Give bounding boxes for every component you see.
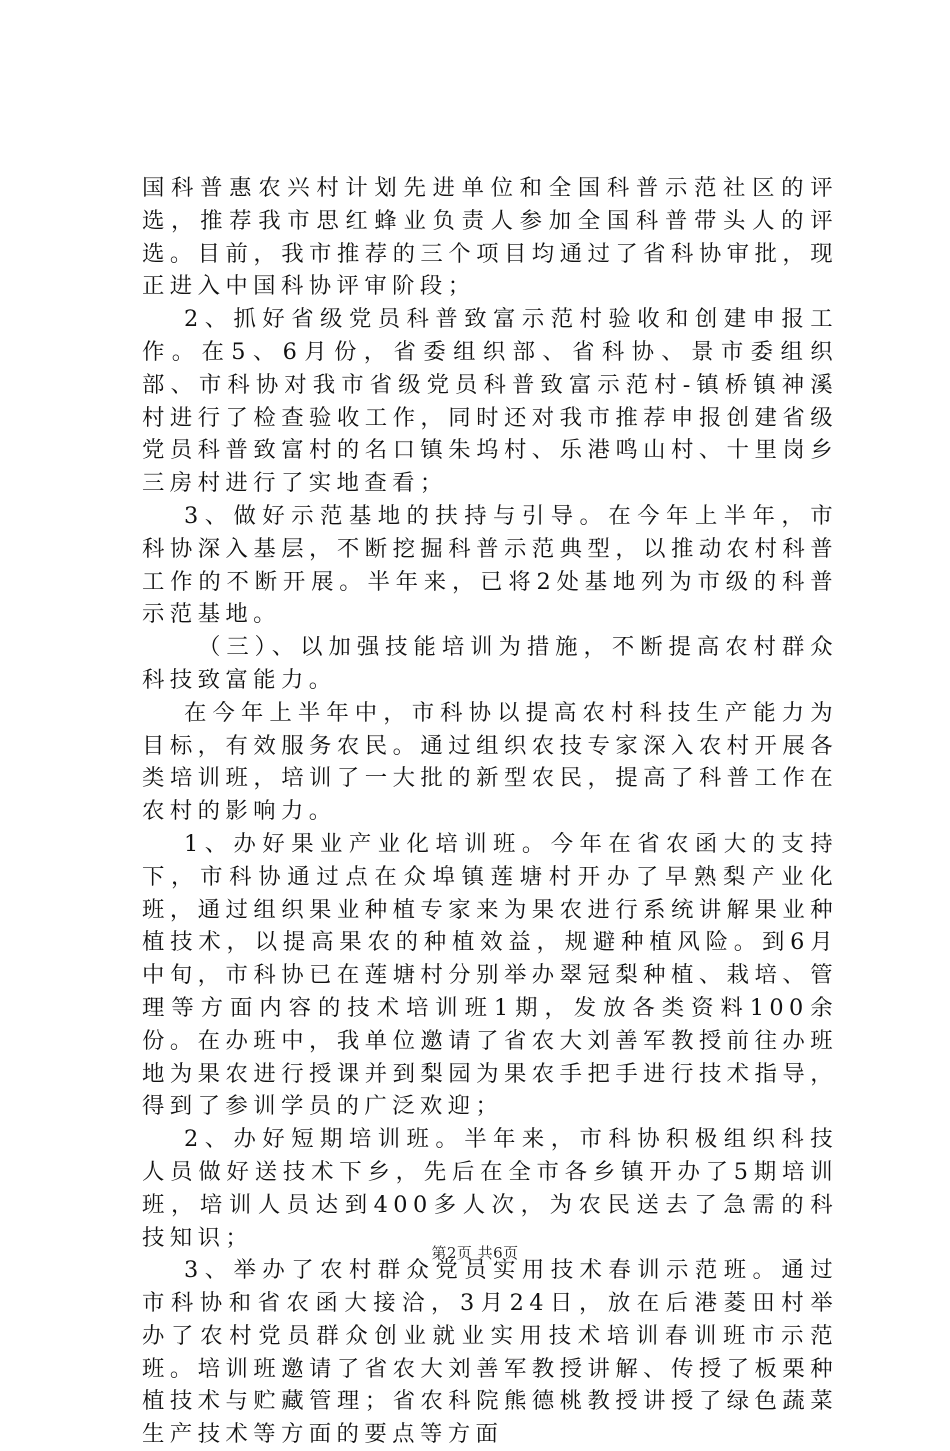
paragraph-section-intro: 在今年上半年中，市科协以提高农村科技生产能力为目标，有效服务农民。通过组织农技专家深入农村开展各类培训班，培训了一大批的新型农民，提高了科普工作在农村的影响力。 [142,699,838,825]
page-number-footer: 第2页 共6页 [431,1244,519,1262]
paragraph-training-3: 3、举办了农村群众党员实用技术春训示范班。通过市科协和省农函大接洽，3月24日，放在后港菱田村举办了农村党员群众创业就业实用技术培训春训班市示范班。培训班邀请了省农大刘善军教授讲解、传授了板栗种植技术与贮藏管理；省农科院熊德桃教授讲授了绿色蔬菜生产技术等方面的要点等方面 [142,1257,838,1448]
paragraph-training-2: 2、办好短期培训班。半年来，市科协积极组织科技人员做好送技术下乡，先后在全市各乡镇开办了5期培训班，培训人员达到400多人次，为农民送去了急需的科技知识； [142,1126,838,1251]
paragraph-item-3: 3、做好示范基地的扶持与引导。在今年上半年，市科协深入基层，不断挖掘科普示范典型，以推动农村科普工作的不断开展。半年来，已将2处基地列为市级的科普示范基地。 [142,502,838,628]
section-heading-3: （三）、以加强技能培训为措施，不断提高农村群众科技致富能力。 [142,634,838,693]
paragraph-continuation: 国科普惠农兴村计划先进单位和全国科普示范社区的评选，推荐我市思红蜂业负责人参加全国科普带头人的评选。目前，我市推荐的三个项目均通过了省科协审批，现正进入中国科协评审阶段； [142,175,838,300]
paragraph-training-1: 1、办好果业产业化培训班。今年在省农函大的支持下，市科协通过点在众埠镇莲塘村开办了早熟梨产业化班，通过组织果业种植专家来为果农进行系统讲解果业种植技术，以提高果农的种植效益，规避种植风险。到6月中旬，市科协已在莲塘村分别举办翠冠梨种植、栽培、管理等方面内容的技术培训班1期，发放各类资料100余份。在办班中，我单位邀请了省农大刘善军教授前往办班地为果农进行授课并到梨园为果农手把手进行技术指导，得到了参训学员的广泛欢迎； [142,830,838,1120]
paragraph-item-2: 2、抓好省级党员科普致富示范村验收和创建申报工作。在5、6月份，省委组织部、省科协、景市委组织部、市科协对我市省级党员科普致富示范村-镇桥镇神溪村进行了检查验收工作，同时还对我市推荐申报创建省级党员科普致富村的名口镇朱坞村、乐港鸣山村、十里岗乡三房村进行了实地查看； [142,306,838,497]
